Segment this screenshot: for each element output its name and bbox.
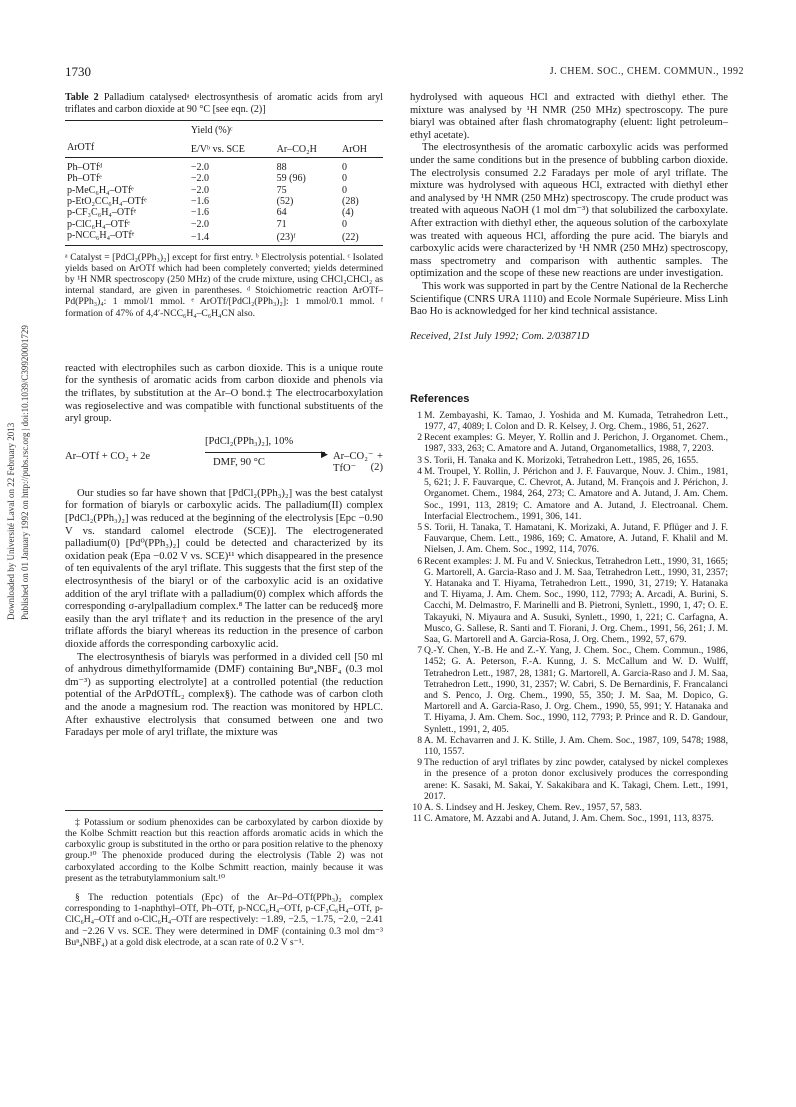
reference-number: 11 xyxy=(412,813,422,825)
col-aryl-triflate: ArOTf xyxy=(67,142,95,154)
left-paragraph-3: The electrosynthesis of biaryls was performed in a divided cell [50 ml of anhydrous dimethylformamide (DMF) containing Buⁿ₄NBF₄ (0.3 mol dm⁻³) as supporting electrolyte] at a controlled potential (the reduction potential of the ArPdOTfL₂ complex§). The cathode was of carbon cloth and the anode a magnesium rod. The reaction was monitored by HPLC. After exhaustive electrolysis that consumed between one and two Faradays per mole of aryl triflate, the mixture was xyxy=(65,651,383,739)
reference-item xyxy=(410,735,728,757)
reference-item xyxy=(410,556,728,646)
reference-number: 6 xyxy=(417,555,422,567)
reference-item xyxy=(410,757,728,802)
reference-text: The reduction of aryl triflates by zinc powder, catalysed by nickel complexes in the presence of a proton donor exclusively produces the corresponding arene: K. Sasaki, M. Sakai, Y. Sakakibara and K. Takagi, Chem. Lett., 1991, 2017. xyxy=(424,757,728,802)
table-footnote: ᵃ Catalyst = [PdCl₂(PPh₃)₂] except for first entry. ᵇ Electrolysis potential. ᶜ Isolated yields based on ArOTf which had been completely converted; yields determined by ¹H NMR spectroscopy (250 MHz) of the crude mixture, using CHCl₂CHCl₂ as internal standard, are given in parentheses. ᵈ Stoichiometric reaction ArOTf–Pd(PPh₃)₄: 1 mmol/1 mmol. ᵉ ArOTf/[PdCl₂(PPh₃)₂]: 1 mmol/0.1 mmol. ᶠ formation of 47% of 4,4′-NCC₆H₄–C₆H₄CN also. xyxy=(65,251,383,319)
reference-text: A. S. Lindsey and H. Jeskey, Chem. Rev., 1957, 57, 583. xyxy=(424,801,642,813)
equation-2 xyxy=(65,432,383,480)
reference-text: Recent examples: J. M. Fu and V. Snieckus, Tetrahedron Lett., 1990, 31, 1665; G. Martorell, A. Garcia-Raso and J. M. Saa, Tetrahedron Lett., 1990, 31, 2357; Y. Hatanaka and T. Hiyama, Tetrahedron Lett., 1990, 31, 2719; Y. Hatanaka and T. Hiyama, J. Am. Chem. Soc., 1990, 112, 7793; A. Arcadi, A. Burini, S. Cacchi, M. Delmastro, F. Marinelli and B. Pietroni, Synlett., 1990, 1, 47; O. E. Takayuki, N. Miyaura and A. Susuki, Synlett., 1990, 1, 221; C. Carfagna, A. Musco, G. Sallese, R. Santi and T. Fiorani, J. Org. Chem., 1991, 56, 261; J. M. Saa, G. Martorell and A. Garcia-Rosa, J. Org. Chem., 1992, 57, 679. xyxy=(424,555,728,645)
reference-text: C. Amatore, M. Azzabi and A. Jutand, J. Am. Chem. Soc., 1991, 113, 8375. xyxy=(424,813,714,825)
table-caption-text: Palladium catalysedᵃ electrosynthesis of aromatic acids from aryl triflates and carbon dioxide at 90 °C [see eqn. (2)] xyxy=(65,92,383,115)
reference-item xyxy=(410,802,728,813)
table-row: Ph–OTfᵉ −2.0 59 (96) 0 xyxy=(67,173,348,185)
references-list xyxy=(410,410,728,825)
side-watermark xyxy=(4,180,44,620)
col-phenol: ArOH xyxy=(342,143,368,155)
right-paragraph-2: The electrosynthesis of the aromatic carboxylic acids was performed under the same conditions but in the presence of bubbling carbon dioxide. The electrolysis consumed 2.2 Faradays per mole of aryl triflate. The mixture was hydrolysed with aqueous HCl, extracted with diethyl ether and analysed by ¹H NMR (250 MHz) spectroscopy. The crude product was treated with aqueous NaOH (1 mol dm⁻³) that solubilized the carboxylate. After extraction with diethyl ether, the aqueous solution of the carboxylate was treated with aqueous HCl, affording the pure acid. The biaryls and carboxylic acids were characterized by ¹H NMR (250 MHz) spectroscopy, mass spectrometry and comparison with authentic samples. The optimization and the scope of these new reactions are under investigation. xyxy=(410,142,728,280)
reference-number: 2 xyxy=(417,432,422,444)
footnotes xyxy=(65,810,383,948)
acknowledgement: This work was supported in part by the Centre National de la Recherche Scientifique (CNRS URA 1110) and Ecole Normale Supérieure. Miss Linh Bao Ho is acknowledged for her kind technical assistance. xyxy=(410,280,728,318)
received-line: Received, 21st July 1992; Com. 2/03871D xyxy=(410,330,590,342)
table-label: Table 2 xyxy=(65,92,99,103)
table-row: p-NCC₆H₄–OTfᵉ −1.4 (23)ᶠ (22) xyxy=(65,230,383,245)
equation-products: Ar–CO₂⁻ + TfO⁻ xyxy=(333,450,383,475)
table-row: p-ClC₆H₄–OTfᵉ −2.0 71 0 xyxy=(67,218,348,230)
equation-number: (2) xyxy=(370,461,383,473)
references-heading: References xyxy=(410,393,470,406)
reference-text: A. M. Echavarren and J. K. Stille, J. Am. Chem. Soc., 1987, 109, 5478; 1988, 110, 1557. xyxy=(424,734,728,757)
reference-text: Q.-Y. Chen, Y.-B. He and Z.-Y. Yang, J. Chem. Soc., Chem. Commun., 1986, 1452; G. A. Peterson, F.-A. Kunng, J. S. McCallum and W. D. Wulff, Tetrahedron Lett., 1987, 28, 1381; G. Martorell, A. Garcia-Raso and J. M. Saa, Tetrahedron Lett., 1990, 31, 2357; W. Cabri, S. De Bernardinis, F. Francalanci and S. Penco, J. Org. Chem., 1990, 55, 350; J. M. Saa, M. Dopico, G. Martorell and A. Garcia-Raso, J. Org. Chem., 1990, 55, 991; Y. Hatanaka and T. Hiyama, J. Am. Chem. Soc., 1990, 112, 7793; P. Prince and R. D. Gandour, Synlett., 1991, 2, 405. xyxy=(424,645,728,735)
reaction-arrow xyxy=(205,452,325,453)
right-paragraph-1: hydrolysed with aqueous HCl and extracted with diethyl ether. The mixture was analysed by ¹H NMR (250 MHz) spectroscopy. The pure biaryl was obtained after flash chromatography (eluent: light petroleum–ethyl acetate). xyxy=(410,92,728,141)
left-paragraph-2: Our studies so far have shown that [PdCl₂(PPh₃)₂] was the best catalyst for formation of biaryls or carboxylic acids. The palladium(II) complex [PdCl₂(PPh₃)₂] was reduced at the beginning of the electrolysis [Epc −0.90 V vs. standard calomel electrode (SCE)]. The electrogenerated palladium(0) [Pd⁰(PPh₃)₂] could be detected and characterized by its oxidation peak (Epa −0.02 V vs. SCE)¹¹ which disappeared in the presence of ten equivalents of the aryl triflate. This suggests that the first step of the electrosynthesis of the biaryl or of the carboxylic acid is an oxidative addition of the aryl triflate with a palladium(0) complex which affords the corresponding σ-arylpalladium complex.⁸ The latter can be reduced§ more easily than the aryl triflate† and its reduction in the presence of the aryl triflate affords the biaryl whereas its reduction in the presence of carbon dioxide affords the corresponding carboxylic acid. xyxy=(65,487,383,650)
equation-reactants: Ar–OTf + CO₂ + 2e xyxy=(65,450,151,462)
footnote-divider xyxy=(65,810,383,811)
left-paragraph-1: reacted with electrophiles such as carbon dioxide. This is a unique route for the synthesis of aromatic acids from carbon dioxide and phenols via the triflates, by substitution at the Ar–O bond.‡ The electrocarboxylation was regioselective and was compatible with functional substituents of the aryl group. xyxy=(65,362,383,425)
arrowhead-icon: ▶ xyxy=(321,448,328,459)
reference-item xyxy=(410,466,728,522)
reference-number: 10 xyxy=(412,801,422,813)
table-caption xyxy=(65,92,383,116)
table-2 xyxy=(65,120,383,246)
page-number: 1730 xyxy=(65,64,91,79)
reference-item xyxy=(410,522,728,556)
reference-number: 9 xyxy=(417,757,422,769)
reference-item xyxy=(410,455,728,466)
reference-text: M. Troupel, Y. Rollin, J. Périchon and J. F. Fauvarque, Nouv. J. Chim., 1981, 5, 621; J. F. Fauvarque, C. Chevrot, A. Jutand, M. François and J. Périchon, J. Organomet. Chem., 1984, 264, 273; C. Amatore and A. Jutand, J. Am. Chem. Soc., 1991, 113, 2819; C. Amatore and A. Jutand, J. Electroanal. Chem. Interfacial Electrochem., 1991, 306, 141. xyxy=(424,465,728,522)
reference-text: S. Torii, H. Tanaka and K. Morizoki, Tetrahedron Lett., 1985, 26, 1655. xyxy=(424,454,699,466)
reference-item xyxy=(410,410,728,432)
table-row: p-EtO₂CC₆H₄–OTfᵉ −1.6 (52) (28) xyxy=(67,196,359,208)
col-potential: E/Vᵇ vs. SCE xyxy=(190,143,245,155)
footnote-section: § The reduction potentials (Epc) of the Ar–Pd–OTf(PPh₃)₂ complex corresponding to 1-naphthyl–OTf, Ph–OTf, p-NCC₆H₄–OTf, p-CF₃C₆H₄–OTf, p-ClC₆H₄–OTf and o-ClC₆H₄–OTf are respectively: −1.89, −2.5, −1.75, −2.0, −2.41 and −2.26 V vs. SCE. They were determined in DMF (containing 0.3 mol dm⁻³ Buⁿ₄NBF₄) at a gold disk electrode, at a scan rate of 0.2 V s⁻¹. xyxy=(65,891,383,948)
reference-item xyxy=(410,645,728,735)
table-row: Ph–OTfᵈ −2.0 88 0 xyxy=(67,161,348,173)
reference-text: Recent examples: G. Meyer, Y. Rollin and J. Perichon, J. Organomet. Chem., 1987, 333, 263; C. Amatore and A. Jutand, Organometallics, 1988, 7, 2203. xyxy=(424,432,728,455)
right-column xyxy=(410,92,728,824)
reference-text: M. Zembayashi, K. Tamao, J. Yoshida and M. Kumada, Tetrahedron Lett., 1977, 47, 4089; I. Colon and D. R. Kelsey, J. Org. Chem., 1986, 51, 2627. xyxy=(424,409,728,433)
left-column xyxy=(65,92,383,956)
reference-item xyxy=(410,432,728,454)
table-row: p-CF₃C₆H₄–OTfᵉ −1.6 64 (4) xyxy=(67,207,354,219)
reference-text: S. Torii, H. Tanaka, T. Hamatani, K. Morizaki, A. Jutand, F. Pflüger and J. F. Fauvarque, Chem. Lett., 1986, 169; C. Amatore, A. Jutand, F. Khalil and M. Nielsen, J. Am. Chem. Soc., 1992, 114, 7076. xyxy=(424,521,728,556)
equation-conditions: DMF, 90 °C xyxy=(213,456,265,468)
reference-number: 7 xyxy=(417,645,422,657)
downloaded-note: Downloaded by Université Laval on 22 February 2013 xyxy=(6,422,16,620)
published-note: Published on 01 January 1992 on http://pubs.rsc.org | doi:10.1039/C39920001729 xyxy=(20,325,30,620)
reference-number: 3 xyxy=(417,454,422,466)
equation-catalyst: [PdCl₂(PPh₃)₂], 10% xyxy=(205,435,294,447)
reference-number: 5 xyxy=(417,521,422,533)
reference-number: 8 xyxy=(417,734,422,746)
journal-header: J. CHEM. SOC., CHEM. COMMUN., 1992 xyxy=(549,66,744,77)
footnote-double-dagger: ‡ Potassium or sodium phenoxides can be carboxylated by carbon dioxide by the Kolbe Schmitt reaction but this reaction affords aromatic acids in which the carboxylic group is substituted in the ortho or para position relative to the phenoxy group.¹⁰ The phenoxide produced during the electrolysis (Table 2) was not carboxylated according to the Kolbe Schmitt reaction, mainly because it was present as the tetrabutylammonium salt.¹⁰ xyxy=(65,816,383,884)
table-row: p-MeC₆H₄–OTfᵉ −2.0 75 0 xyxy=(67,184,348,196)
reference-number: 1 xyxy=(417,409,422,421)
yield-header: Yield (%)ᶜ xyxy=(190,125,233,136)
reference-number: 4 xyxy=(417,465,422,477)
col-acid: Ar–CO₂H xyxy=(276,143,317,155)
reference-item xyxy=(410,813,728,824)
